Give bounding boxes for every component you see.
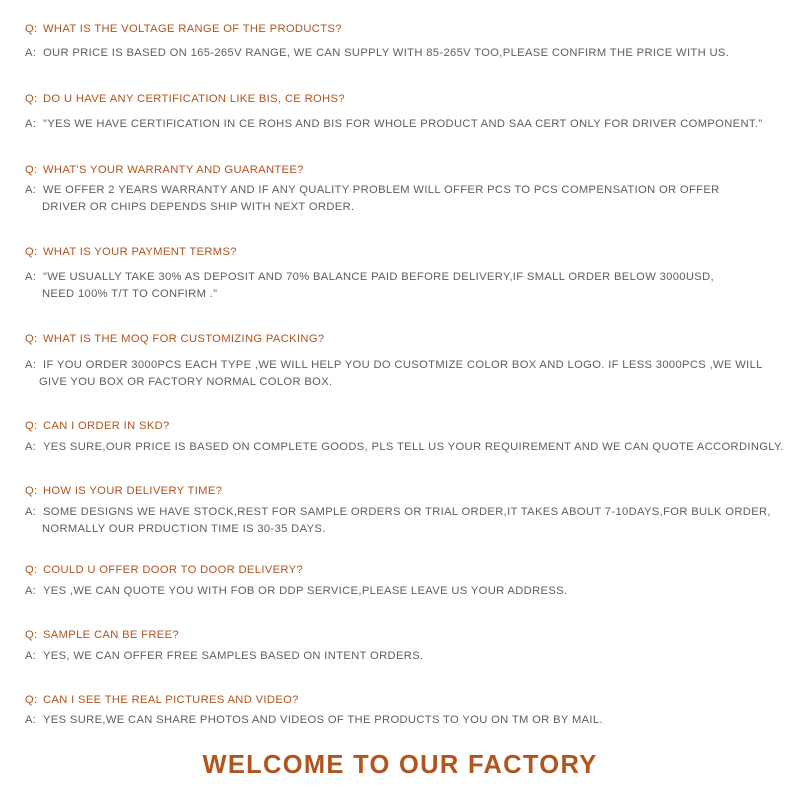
answer-text: DRIVER OR CHIPS DEPENDS SHIP WITH NEXT ORDER. [42, 201, 355, 213]
answer-text: NEED 100% T/T TO CONFIRM ." [42, 288, 218, 300]
faq-answer: A: "WE USUALLY TAKE 30% AS DEPOSIT AND 70% BALANCE PAID BEFORE DELIVERY,IF SMALL ORDER BELOW 3000USD, NEED 100% T/T TO CONFIRM ." [25, 269, 714, 303]
answer-text: GIVE YOU BOX OR FACTORY NORMAL COLOR BOX. [39, 376, 333, 388]
faq-answer: A: YES, WE CAN OFFER FREE SAMPLES BASED ON INTENT ORDERS. [25, 650, 424, 662]
answer-text: "YES WE HAVE CERTIFICATION IN CE ROHS AND BIS FOR WHOLE PRODUCT AND SAA CERT ONLY FOR DRIVER COMPONENT." [43, 118, 763, 130]
question-text: HOW IS YOUR DELIVERY TIME? [43, 485, 223, 497]
answer-text: YES SURE,WE CAN SHARE PHOTOS AND VIDEOS OF THE PRODUCTS TO YOU ON TM OR BY MAIL. [43, 714, 603, 726]
answer-text: WE OFFER 2 YEARS WARRANTY AND IF ANY QUALITY PROBLEM WILL OFFER PCS TO PCS COMPENSATION OR OFFER [43, 184, 720, 196]
question-text: WHAT IS THE MOQ FOR CUSTOMIZING PACKING? [43, 333, 325, 345]
answer-text: YES ,WE CAN QUOTE YOU WITH FOB OR DDP SERVICE,PLEASE LEAVE US YOUR ADDRESS. [43, 585, 568, 597]
answer-text: SOME DESIGNS WE HAVE STOCK,REST FOR SAMPLE ORDERS OR TRIAL ORDER,IT TAKES ABOUT 7-10DAYS,FOR BULK ORDER, [43, 506, 771, 518]
faq-question: Q: WHAT IS YOUR PAYMENT TERMS? [25, 246, 237, 258]
question-text: SAMPLE CAN BE FREE? [43, 629, 179, 641]
welcome-heading: WELCOME TO OUR FACTORY [202, 751, 598, 779]
question-text: DO U HAVE ANY CERTIFICATION LIKE BIS, CE ROHS? [43, 93, 345, 105]
faq-question: Q: WHAT IS THE MOQ FOR CUSTOMIZING PACKING? [25, 333, 325, 345]
faq-answer: A: "YES WE HAVE CERTIFICATION IN CE ROHS AND BIS FOR WHOLE PRODUCT AND SAA CERT ONLY FOR DRIVER COMPONENT." [25, 118, 763, 130]
answer-text: OUR PRICE IS BASED ON 165-265V RANGE, WE CAN SUPPLY WITH 85-265V TOO,PLEASE CONFIRM THE PRICE WITH US. [43, 47, 730, 59]
question-text: COULD U OFFER DOOR TO DOOR DELIVERY? [43, 564, 304, 576]
faq-question: Q: HOW IS YOUR DELIVERY TIME? [25, 485, 223, 497]
faq-answer: A: SOME DESIGNS WE HAVE STOCK,REST FOR SAMPLE ORDERS OR TRIAL ORDER,IT TAKES ABOUT 7-10DAYS,FOR BULK ORDER, NORMALLY OUR PRDUCTION TIME IS 30-35 DAYS. [25, 504, 771, 538]
answer-text: NORMALLY OUR PRDUCTION TIME IS 30-35 DAYS. [42, 523, 326, 535]
answer-text: YES SURE,OUR PRICE IS BASED ON COMPLETE GOODS, PLS TELL US YOUR REQUIREMENT AND WE CAN QUOTE ACCORDINGLY. [43, 441, 784, 453]
question-text: WHAT IS YOUR PAYMENT TERMS? [43, 246, 237, 258]
faq-question: Q: CAN I ORDER IN SKD? [25, 420, 170, 432]
question-text: WHAT'S YOUR WARRANTY AND GUARANTEE? [43, 164, 304, 176]
faq-question: Q: COULD U OFFER DOOR TO DOOR DELIVERY? [25, 564, 304, 576]
answer-text: "WE USUALLY TAKE 30% AS DEPOSIT AND 70% BALANCE PAID BEFORE DELIVERY,IF SMALL ORDER BELOW 3000USD, [43, 271, 715, 283]
faq-question: Q: SAMPLE CAN BE FREE? [25, 629, 179, 641]
answer-text: IF YOU ORDER 3000PCS EACH TYPE ,WE WILL HELP YOU DO CUSOTMIZE COLOR BOX AND LOGO. IF LESS 3000PCS ,WE WILL [43, 359, 763, 371]
faq-question: Q: DO U HAVE ANY CERTIFICATION LIKE BIS, CE ROHS? [25, 93, 345, 105]
faq-question: Q: WHAT IS THE VOLTAGE RANGE OF THE PRODUCTS? [25, 23, 342, 35]
question-text: CAN I ORDER IN SKD? [43, 420, 170, 432]
faq-answer: A: YES ,WE CAN QUOTE YOU WITH FOB OR DDP SERVICE,PLEASE LEAVE US YOUR ADDRESS. [25, 585, 568, 597]
faq-answer: A: YES SURE,WE CAN SHARE PHOTOS AND VIDEOS OF THE PRODUCTS TO YOU ON TM OR BY MAIL. [25, 714, 603, 726]
faq-answer: A: IF YOU ORDER 3000PCS EACH TYPE ,WE WILL HELP YOU DO CUSOTMIZE COLOR BOX AND LOGO. IF LESS 3000PCS ,WE WILL GIVE YOU BOX OR FACTORY NORMAL COLOR BOX. [25, 357, 763, 391]
faq-answer: A: OUR PRICE IS BASED ON 165-265V RANGE, WE CAN SUPPLY WITH 85-265V TOO,PLEASE CONFIRM THE PRICE WITH US. [25, 47, 730, 59]
faq-question: Q: WHAT'S YOUR WARRANTY AND GUARANTEE? [25, 164, 304, 176]
faq-answer: A: WE OFFER 2 YEARS WARRANTY AND IF ANY QUALITY PROBLEM WILL OFFER PCS TO PCS COMPENSATION OR OFFER DRIVER OR CHIPS DEPENDS SHIP WITH NEXT ORDER. [25, 182, 720, 216]
answer-text: YES, WE CAN OFFER FREE SAMPLES BASED ON INTENT ORDERS. [43, 650, 424, 662]
question-text: WHAT IS THE VOLTAGE RANGE OF THE PRODUCTS? [43, 23, 342, 35]
faq-answer: A: YES SURE,OUR PRICE IS BASED ON COMPLETE GOODS, PLS TELL US YOUR REQUIREMENT AND WE CAN QUOTE ACCORDINGLY. [25, 441, 784, 453]
faq-question: Q: CAN I SEE THE REAL PICTURES AND VIDEO? [25, 694, 299, 706]
question-text: CAN I SEE THE REAL PICTURES AND VIDEO? [43, 694, 299, 706]
